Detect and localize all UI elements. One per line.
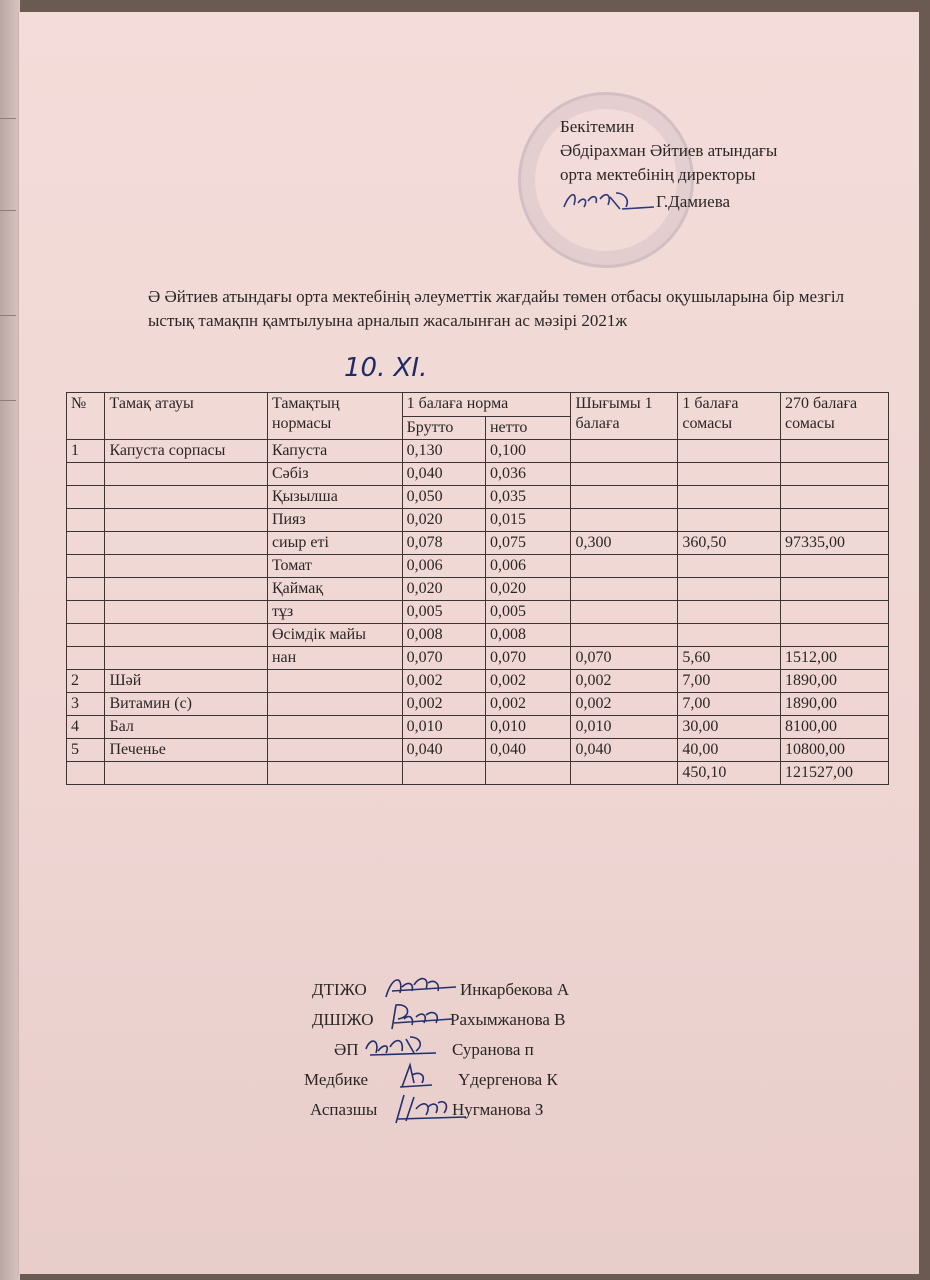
output-cell: 0,002	[571, 670, 678, 693]
signature-name: Үдергенова К	[458, 1070, 558, 1089]
brutto-cell: 0,070	[402, 647, 485, 670]
netto-cell: 0,002	[485, 693, 571, 716]
approval-line-2: Әбдірахман Әйтиев атындағы	[560, 141, 778, 160]
output-cell	[571, 624, 678, 647]
row-num-cell	[67, 601, 105, 624]
signature-name: Рахымжанова В	[450, 1010, 566, 1029]
ingredient-cell: Томат	[267, 555, 402, 578]
output-cell	[571, 440, 678, 463]
total-sum-cell	[780, 578, 888, 601]
per-child-sum-cell: 40,00	[678, 739, 781, 762]
per-child-sum-cell: 7,00	[678, 693, 781, 716]
row-num-cell	[67, 647, 105, 670]
brutto-cell: 0,002	[402, 693, 485, 716]
netto-cell: 0,100	[485, 440, 571, 463]
netto-cell: 0,020	[485, 578, 571, 601]
header-per-child-sum: 1 балаға сомасы	[678, 393, 781, 440]
per-child-sum-cell	[678, 601, 781, 624]
netto-cell: 0,010	[485, 716, 571, 739]
ingredient-cell: Сәбіз	[267, 463, 402, 486]
total-sum-cell: 8100,00	[780, 716, 888, 739]
total-sum-cell	[780, 624, 888, 647]
row-num-cell: 4	[67, 716, 105, 739]
brutto-cell: 0,040	[402, 739, 485, 762]
ingredient-cell	[267, 693, 402, 716]
header-norm: Тамақтың нормасы	[267, 393, 402, 440]
netto-cell: 0,002	[485, 670, 571, 693]
dish-name-cell	[105, 601, 267, 624]
brutto-cell: 0,078	[402, 532, 485, 555]
output-cell	[571, 486, 678, 509]
per-child-sum-cell	[678, 578, 781, 601]
brutto-cell: 0,130	[402, 440, 485, 463]
total-sum-cell	[780, 601, 888, 624]
dish-name-cell: Шәй	[105, 670, 267, 693]
ingredient-cell	[267, 670, 402, 693]
ingredient-cell: нан	[267, 647, 402, 670]
output-cell: 0,010	[571, 716, 678, 739]
table-row	[67, 463, 889, 486]
table-row	[67, 440, 889, 463]
ingredient-cell	[267, 716, 402, 739]
total-sum-cell	[780, 463, 888, 486]
total-sum-cell: 1890,00	[780, 670, 888, 693]
dish-name-cell	[105, 578, 267, 601]
brutto-cell: 0,010	[402, 716, 485, 739]
row-num-cell	[67, 463, 105, 486]
table-row	[67, 532, 889, 555]
per-child-sum-cell	[678, 486, 781, 509]
brutto-cell: 0,005	[402, 601, 485, 624]
header-num: №	[67, 393, 105, 440]
row-num-cell: 1	[67, 440, 105, 463]
signature-name: Инкарбекова А	[460, 980, 570, 999]
total-sum-cell	[780, 509, 888, 532]
total-sum-cell: 10800,00	[780, 739, 888, 762]
table-body	[67, 440, 889, 785]
approval-block	[560, 115, 777, 214]
row-num-cell	[67, 578, 105, 601]
row-num-cell	[67, 555, 105, 578]
signature-role: ӘП	[334, 1040, 359, 1059]
netto-cell: 0,070	[485, 647, 571, 670]
output-cell: 0,070	[571, 647, 678, 670]
per-child-sum-cell	[678, 463, 781, 486]
document-title: Ә Әйтиев атындағы орта мектебінің әлеуметтік жағдайы төмен отбасы оқушыларына бір мезгіл ыстық тамақпн қамтылуына арналып жасалынған ас мәзірі 2021ж	[148, 287, 845, 330]
per-child-sum-cell	[678, 624, 781, 647]
output-cell	[571, 463, 678, 486]
dish-name-cell: Витамин (с)	[105, 693, 267, 716]
table-row	[67, 739, 889, 762]
dish-name-cell	[105, 463, 267, 486]
header-brutto: Брутто	[402, 416, 485, 440]
svg-text:10. XI.: 10. XI.	[344, 353, 428, 383]
dish-name-cell: Печенье	[105, 739, 267, 762]
table-row	[67, 578, 889, 601]
netto-cell	[485, 762, 571, 785]
per-child-sum-cell: 5,60	[678, 647, 781, 670]
signature-role: Медбике	[304, 1070, 368, 1089]
ingredient-cell	[267, 762, 402, 785]
total-sum-cell	[780, 440, 888, 463]
brutto-cell: 0,020	[402, 509, 485, 532]
netto-cell: 0,036	[485, 463, 571, 486]
brutto-cell: 0,002	[402, 670, 485, 693]
total-sum-cell: 1890,00	[780, 693, 888, 716]
table-row	[67, 509, 889, 532]
dish-name-cell	[105, 486, 267, 509]
brutto-cell	[402, 762, 485, 785]
dish-name-cell: Капуста сорпасы	[105, 440, 267, 463]
netto-cell: 0,015	[485, 509, 571, 532]
netto-cell: 0,035	[485, 486, 571, 509]
table-row	[67, 670, 889, 693]
header-per-child-norm: 1 балаға норма	[402, 393, 571, 417]
output-cell	[571, 601, 678, 624]
brutto-cell: 0,020	[402, 578, 485, 601]
per-child-sum-cell: 7,00	[678, 670, 781, 693]
row-num-cell: 2	[67, 670, 105, 693]
output-cell: 0,300	[571, 532, 678, 555]
table-row	[67, 486, 889, 509]
table-row	[67, 555, 889, 578]
table-row	[67, 762, 889, 785]
under-page-edge	[0, 0, 20, 1280]
total-sum-cell: 121527,00	[780, 762, 888, 785]
ingredient-cell: Қаймақ	[267, 578, 402, 601]
ingredient-cell	[267, 739, 402, 762]
output-cell: 0,002	[571, 693, 678, 716]
handwritten-date	[340, 350, 450, 384]
ingredient-cell: Қызылша	[267, 486, 402, 509]
ingredient-cell: Пияз	[267, 509, 402, 532]
row-num-cell: 5	[67, 739, 105, 762]
per-child-sum-cell: 360,50	[678, 532, 781, 555]
header-output: Шығымы 1 балаға	[571, 393, 678, 440]
table-row	[67, 647, 889, 670]
ingredient-cell: тұз	[267, 601, 402, 624]
signature-name: Суранова п	[452, 1040, 534, 1059]
table-row	[67, 716, 889, 739]
row-num-cell	[67, 624, 105, 647]
output-cell	[571, 509, 678, 532]
dish-name-cell: Бал	[105, 716, 267, 739]
output-cell: 0,040	[571, 739, 678, 762]
ingredient-cell: сиыр еті	[267, 532, 402, 555]
margin-line	[0, 400, 16, 401]
table-header-row	[67, 393, 889, 417]
output-cell	[571, 555, 678, 578]
dish-name-cell	[105, 532, 267, 555]
brutto-cell: 0,008	[402, 624, 485, 647]
total-sum-cell	[780, 555, 888, 578]
total-sum-cell: 1512,00	[780, 647, 888, 670]
per-child-sum-cell: 450,10	[678, 762, 781, 785]
per-child-sum-cell: 30,00	[678, 716, 781, 739]
signature-name: Нугманова З	[452, 1100, 544, 1119]
row-num-cell	[67, 762, 105, 785]
netto-cell: 0,005	[485, 601, 571, 624]
brutto-cell: 0,050	[402, 486, 485, 509]
ingredient-cell: Өсімдік майы	[267, 624, 402, 647]
table-row	[67, 693, 889, 716]
row-num-cell	[67, 486, 105, 509]
signature-role: Аспазшы	[310, 1100, 378, 1119]
menu-table	[66, 392, 889, 785]
netto-cell: 0,040	[485, 739, 571, 762]
output-cell	[571, 578, 678, 601]
per-child-sum-cell	[678, 440, 781, 463]
header-dish-name: Тамақ атауы	[105, 393, 267, 440]
margin-line	[0, 118, 16, 119]
dish-name-cell	[105, 509, 267, 532]
brutto-cell: 0,006	[402, 555, 485, 578]
header-netto: нетто	[485, 416, 571, 440]
total-sum-cell	[780, 486, 888, 509]
signature-role: ДТІЖО	[312, 980, 367, 999]
margin-line	[0, 315, 16, 316]
table-row	[67, 601, 889, 624]
director-signature	[560, 187, 656, 213]
netto-cell: 0,008	[485, 624, 571, 647]
total-sum-cell: 97335,00	[780, 532, 888, 555]
dish-name-cell	[105, 624, 267, 647]
approval-director-line	[560, 187, 777, 214]
dish-name-cell	[105, 647, 267, 670]
dish-name-cell	[105, 555, 267, 578]
netto-cell: 0,075	[485, 532, 571, 555]
margin-line	[0, 210, 16, 211]
header-total-sum: 270 балаға сомасы	[780, 393, 888, 440]
table-row	[67, 624, 889, 647]
output-cell	[571, 762, 678, 785]
per-child-sum-cell	[678, 509, 781, 532]
netto-cell: 0,006	[485, 555, 571, 578]
approval-line-1: Бекітемин	[560, 117, 635, 136]
row-num-cell	[67, 532, 105, 555]
per-child-sum-cell	[678, 555, 781, 578]
signature-role: ДШІЖО	[312, 1010, 374, 1029]
brutto-cell: 0,040	[402, 463, 485, 486]
row-num-cell	[67, 509, 105, 532]
dish-name-cell	[105, 762, 267, 785]
director-name: Г.Дамиева	[656, 192, 731, 211]
row-num-cell: 3	[67, 693, 105, 716]
approval-line-3: орта мектебінің директоры	[560, 165, 756, 184]
ingredient-cell: Капуста	[267, 440, 402, 463]
